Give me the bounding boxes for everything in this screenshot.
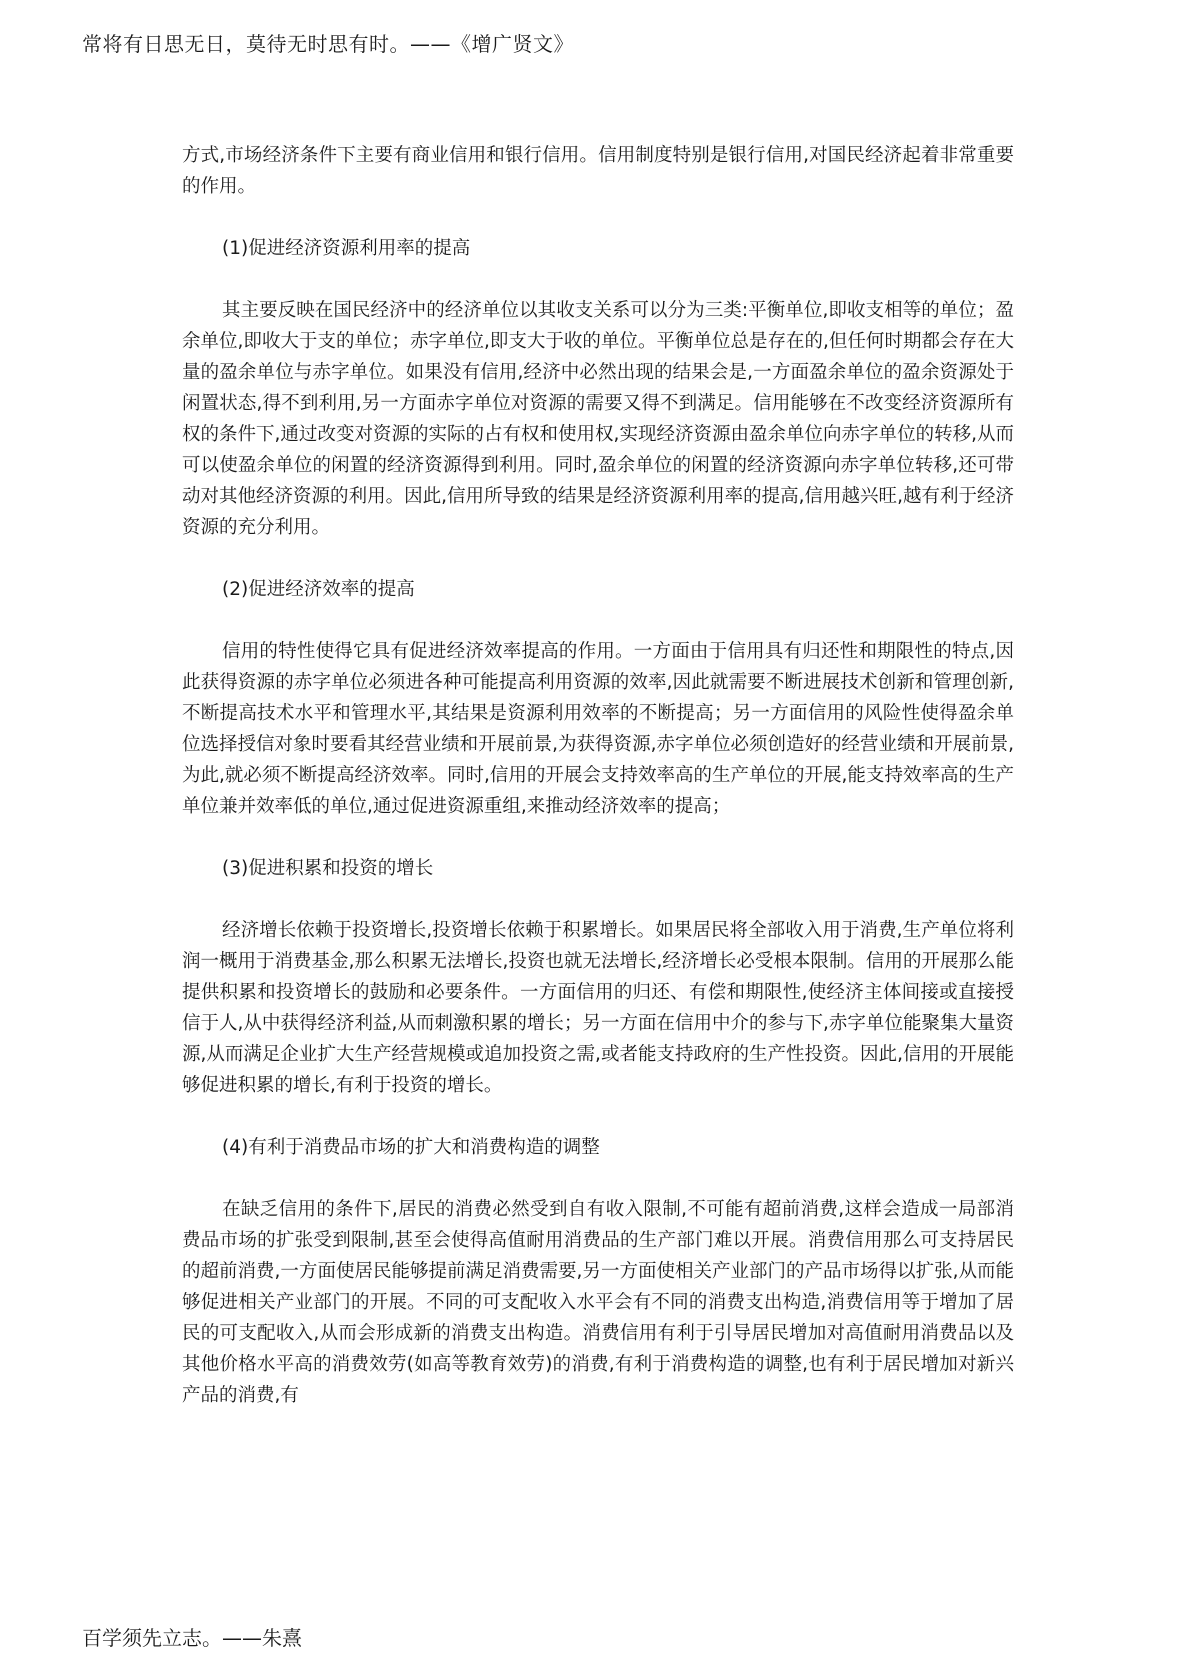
section-heading-1: (1)促进经济资源利用率的提高 <box>222 238 471 259</box>
document-body <box>182 140 1014 1411</box>
section-body-1: 其主要反映在国民经济中的经济单位以其收支关系可以分为三类:平衡单位,即收支相等的单位；盈余单位,即收大于支的单位；赤字单位,即支大于收的单位。平衡单位总是存在的,但任何时期都会存在大量的盈余单位与赤字单位。如果没有信用,经济中必然出现的结果会是,一方面盈余单位的盈余资源处于闲置状态,得不到利用,另一方面赤字单位对资源的需要又得不到满足。信用能够在不改变经济资源所有权的条件下,通过改变对资源的实际的占有权和使用权,实现经济资源由盈余单位向赤字单位的转移,从而可以使盈余单位的闲置的经济资源得到利用。同时,盈余单位的闲置的经济资源向赤字单位转移,还可带动对其他经济资源的利用。因此,信用所导致的结果是经济资源利用率的提高,信用越兴旺,越有利于经济资源的充分利用。 <box>182 300 1014 538</box>
section-heading-4: (4)有利于消费品市场的扩大和消费构造的调整 <box>222 1137 600 1158</box>
section-heading-3: (3)促进积累和投资的增长 <box>222 858 434 879</box>
spacer <box>182 543 1014 574</box>
spacer <box>182 884 1014 915</box>
section-body-4: 在缺乏信用的条件下,居民的消费必然受到自有收入限制,不可能有超前消费,这样会造成一局部消费品市场的扩张受到限制,甚至会使得高值耐用消费品的生产部门难以开展。消费信用那么可支持居民的超前消费,一方面使居民能够提前满足消费需要,另一方面使相关产业部门的产品市场得以扩张,从而能够促进相关产业部门的开展。不同的可支配收入水平会有不同的消费支出构造,消费信用等于增加了居民的可支配收入,从而会形成新的消费支出构造。消费信用有利于引导居民增加对高值耐用消费品以及其他价格水平高的消费效劳(如高等教育效劳)的消费,有利于消费构造的调整,也有利于居民增加对新兴产品的消费,有 <box>182 1199 1014 1406</box>
spacer <box>182 822 1014 853</box>
section-body-3: 经济增长依赖于投资增长,投资增长依赖于积累增长。如果居民将全部收入用于消费,生产单位将利润一概用于消费基金,那么积累无法增长,投资也就无法增长,经济增长必受根本限制。信用的开展那么能提供积累和投资增长的鼓励和必要条件。一方面信用的归还、有偿和期限性,使经济主体间接或直接授信于人,从中获得经济利益,从而刺激积累的增长；另一方面在信用中介的参与下,赤字单位能聚集大量资源,从而满足企业扩大生产经营规模或追加投资之需,或者能支持政府的生产性投资。因此,信用的开展能够促进积累的增长,有利于投资的增长。 <box>182 920 1014 1096</box>
spacer <box>182 202 1014 233</box>
spacer <box>182 264 1014 295</box>
header-quote: 常将有日思无日，莫待无时思有时。——《增广贤文》 <box>82 32 574 56</box>
spacer <box>182 605 1014 636</box>
spacer <box>182 1101 1014 1132</box>
section-heading-2: (2)促进经济效率的提高 <box>222 579 415 600</box>
intro-paragraph: 方式,市场经济条件下主要有商业信用和银行信用。信用制度特别是银行信用,对国民经济起着非常重要的作用。 <box>182 145 1014 197</box>
footer-quote: 百学须先立志。——朱熹 <box>82 1626 302 1650</box>
section-body-2: 信用的特性使得它具有促进经济效率提高的作用。一方面由于信用具有归还性和期限性的特点,因此获得资源的赤字单位必须进各种可能提高利用资源的效率,因此就需要不断进展技术创新和管理创新,不断提高技术水平和管理水平,其结果是资源利用效率的不断提高；另一方面信用的风险性使得盈余单位选择授信对象时要看其经营业绩和开展前景,为获得资源,赤字单位必须创造好的经营业绩和开展前景,为此,就必须不断提高经济效率。同时,信用的开展会支持效率高的生产单位的开展,能支持效率高的生产单位兼并效率低的单位,通过促进资源重组,来推动经济效率的提高； <box>182 641 1014 817</box>
spacer <box>182 1163 1014 1194</box>
